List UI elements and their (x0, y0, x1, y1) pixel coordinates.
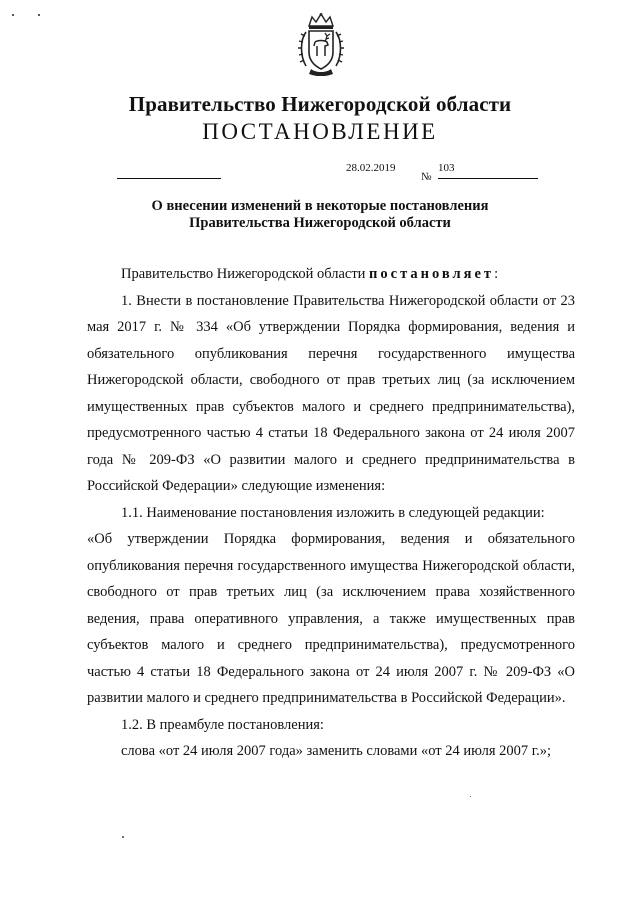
document-number: 103 (438, 162, 455, 174)
document-body (87, 261, 575, 765)
scan-speck (12, 14, 14, 16)
paragraph-1-2: 1.2. В преамбуле постановления: (121, 716, 324, 733)
intro-verb: постановляет (369, 266, 495, 282)
document-subject (0, 198, 640, 232)
intro-colon: : (494, 266, 499, 282)
scan-speck (38, 14, 40, 16)
document-date: 28.02.2019 (346, 162, 396, 174)
subject-line: О внесении изменений в некоторые постановления (151, 198, 489, 214)
scan-speck (470, 796, 471, 797)
paragraph-1: 1. Внести в постановление Правительства Нижегородской области от 23 мая 2017 г. № 334 «Об утверждении Порядка формирования, ведения и обязательного опубликования перечня государственного имущества Нижегородской области, свободного от прав третьих лиц (за исключением имущественных прав субъектов малого и среднего предпринимательства), предусмотренного частью 4 статьи 18 Федерального закона от 24 июля 2007 года № 209-ФЗ «О развитии малого и среднего предпринимательства в Российской Федерации» следующие изменения: (87, 292, 575, 494)
intro-text: Правительство Нижегородской области (121, 266, 370, 282)
intro-paragraph (87, 261, 575, 288)
coat-of-arms-icon (298, 12, 344, 76)
paragraph-1-1-quote: «Об утверждении Порядка формирования, ведения и обязательного опубликования перечня государственного имущества Нижегородской области, свободного от прав третьих лиц (за исключением права хозяйственного ведения, права оперативного управления, а также имущественных прав субъектов малого и среднего предпринимательства), предусмотренного частью 4 статьи 18 Федерального закона от 24 июля 2007 г. № 209-ФЗ «О развитии малого и среднего предпринимательства в Российской Федерации». (87, 531, 575, 706)
government-name: Правительство Нижегородской области (128, 92, 512, 116)
signature-line-left (117, 178, 221, 179)
document-type: ПОСТАНОВЛЕНИЕ (202, 119, 438, 144)
paragraph-1-1: 1.1. Наименование постановления изложить в следующей редакции: (121, 504, 545, 521)
scan-speck (122, 836, 124, 838)
subject-line: Правительства Нижегородской области (189, 215, 451, 231)
paragraph-1-2-a: слова «от 24 июля 2007 года» заменить словами «от 24 июля 2007 г.»; (121, 743, 551, 759)
number-sign: № (421, 171, 432, 183)
number-line (438, 178, 538, 179)
